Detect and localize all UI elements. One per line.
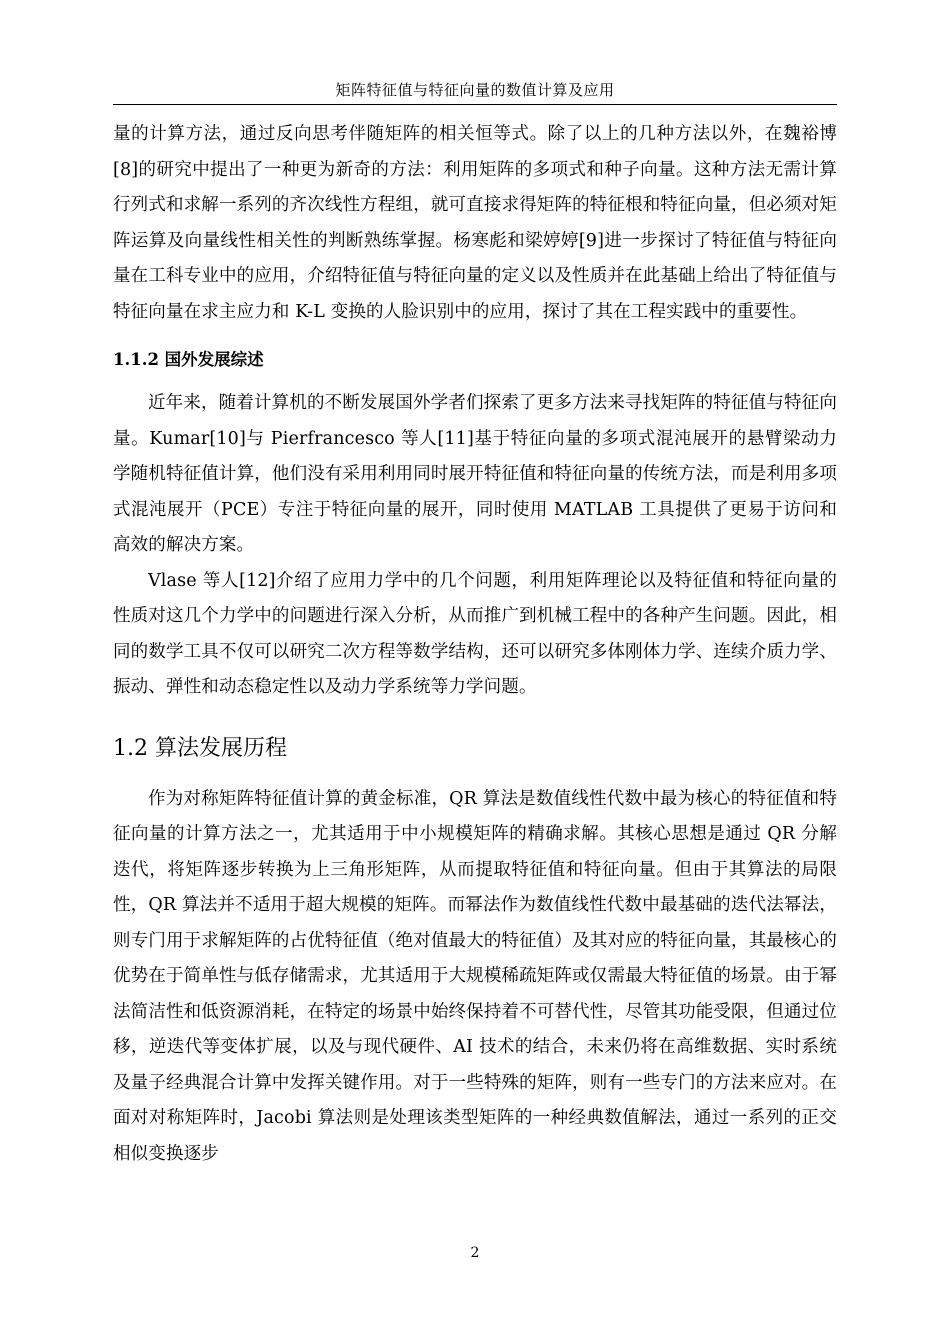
header-divider bbox=[113, 104, 837, 105]
section-heading-1-2: 1.2 算法发展历程 bbox=[113, 735, 287, 761]
section-heading-1-1-2: 1.1.2 国外发展综述 bbox=[113, 350, 264, 369]
page-number: 2 bbox=[470, 1245, 480, 1261]
paragraph-vlase: Vlase 等人[12]介绍了应用力学中的几个问题，利用矩阵理论以及特征值和特征向量的性质对这几个力学中的问题进行深入分析，从而推广到机械工程中的各种产生问题。因此，相同的数学工具不仅可以研究二次方程等数学结构，还可以研究多体刚体力学、连续介质力学、振动、弹性和动态稳定性以及动力学系统等力学问题。 bbox=[113, 570, 837, 697]
running-header: 矩阵特征值与特征向量的数值计算及应用 bbox=[335, 81, 615, 99]
paragraph-foreign-review: 近年来，随着计算机的不断发展国外学者们探索了更多方法来寻找矩阵的特征值与特征向量。Kumar[10]与 Pierfrancesco 等人[11]基于特征向量的多项式混沌展开的悬臂梁动力学随机特征值计算，他们没有采用利用同时展开特征值和特征向量的传统方法，而是利用多项式混沌展开（PCE）专注于特征向量的展开，同时使用 MATLAB 工具提供了更易于访问和高效的解决方案。 bbox=[113, 393, 837, 555]
paragraph-continued: 量的计算方法，通过反向思考伴随矩阵的相关恒等式。除了以上的几种方法以外，在魏裕博[8]的研究中提出了一种更为新奇的方法：利用矩阵的多项式和种子向量。这种方法无需计算行列式和求解一系列的齐次线性方程组，就可直接求得矩阵的特征根和特征向量，但必须对矩阵运算及向量线性相关性的判断熟练掌握。杨寒彪和梁婷婷[9]进一步探讨了特征值与特征向量在工科专业中的应用，介绍特征值与特征向量的定义以及性质并在此基础上给出了特征值与特征向量在求主应力和 K-L 变换的人脸识别中的应用，探讨了其在工程实践中的重要性。 bbox=[113, 124, 837, 322]
paragraph-algorithm-history: 作为对称矩阵特征值计算的黄金标准，QR 算法是数值线性代数中最为核心的特征值和特征向量的计算方法之一，尤其适用于中小规模矩阵的精确求解。其核心思想是通过 QR 分解迭代，将矩阵逐步转换为上三角形矩阵，从而提取特征值和特征向量。但由于其算法的局限性，QR 算法并不适用于超大规模的矩阵。而幂法作为数值线性代数中最基础的迭代法幂法，则专门用于求解矩阵的占优特征值（绝对值最大的特征值）及其对应的特征向量，其最核心的优势在于简单性与低存储需求，尤其适用于大规模稀疏矩阵或仅需最大特征值的场景。由于幂法简洁性和低资源消耗，在特定的场景中始终保持着不可替代性，尽管其功能受限，但通过位移，逆迭代等变体扩展，以及与现代硬件、AI 技术的结合，未来仍将在高维数据、实时系统及量子经典混合计算中发挥关键作用。对于一些特殊的矩阵，则有一些专门的方法来应对。在面对对称矩阵时，Jacobi 算法则是处理该类型矩阵的一种经典数值解法，通过一系列的正交相似变换逐步 bbox=[113, 788, 837, 1164]
page-body bbox=[113, 117, 837, 1172]
